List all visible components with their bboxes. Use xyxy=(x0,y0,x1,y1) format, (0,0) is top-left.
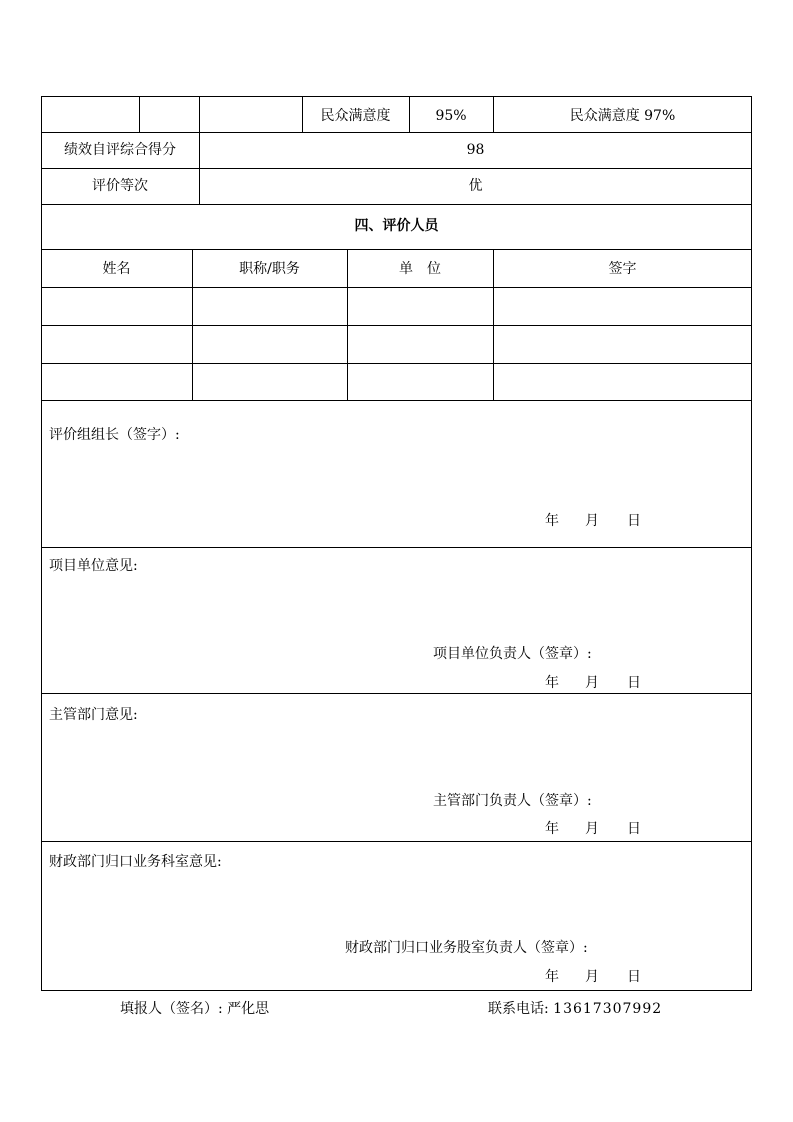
date-day: 日 xyxy=(627,513,641,529)
row-divider xyxy=(41,132,752,133)
header-title: 职称/职务 xyxy=(239,261,300,277)
date-year: 年 xyxy=(545,821,559,837)
grade-label: 评价等次 xyxy=(92,178,148,194)
row-divider xyxy=(41,249,752,250)
row-divider xyxy=(41,363,752,364)
phone-label: 联系电话: xyxy=(488,1001,549,1017)
date-year: 年 xyxy=(545,675,559,691)
date-line xyxy=(545,820,641,838)
satisfaction-actual: 民众满意度 97% xyxy=(569,108,676,124)
finance-signer-label: 财政部门归口业务股室负责人（签章）: xyxy=(345,940,588,956)
date-year: 年 xyxy=(545,513,559,529)
grade-value: 优 xyxy=(468,178,483,194)
satisfaction-target: 95% xyxy=(435,108,467,124)
header-name: 姓名 xyxy=(102,261,131,277)
date-month: 月 xyxy=(585,969,599,985)
filler-signature xyxy=(120,1000,269,1018)
row-divider xyxy=(41,841,752,842)
filler-name: 严化思 xyxy=(227,1001,270,1017)
authority-opinion-label: 主管部门意见: xyxy=(49,707,138,723)
date-day: 日 xyxy=(627,675,641,691)
filler-label: 填报人（签名）: xyxy=(120,1001,223,1017)
date-day: 日 xyxy=(627,969,641,985)
finance-opinion-label: 财政部门归口业务科室意见: xyxy=(49,854,222,870)
row-divider xyxy=(41,204,752,205)
header-signature: 签字 xyxy=(608,261,637,277)
date-line xyxy=(545,674,641,692)
row-divider xyxy=(41,325,752,326)
project-unit-signer-label: 项目单位负责人（签章）: xyxy=(433,646,592,662)
date-month: 月 xyxy=(585,513,599,529)
date-line xyxy=(545,968,641,986)
row-divider xyxy=(41,168,752,169)
phone-number: 13617307992 xyxy=(553,1001,663,1017)
score-value: 98 xyxy=(466,142,485,158)
authority-signer-label: 主管部门负责人（签章）: xyxy=(433,793,592,809)
date-day: 日 xyxy=(627,821,641,837)
header-unit: 单 位 xyxy=(399,261,441,277)
leader-signature-label: 评价组组长（签字）: xyxy=(49,427,180,443)
row-divider xyxy=(41,287,752,288)
satisfaction-label: 民众满意度 xyxy=(320,108,391,124)
date-month: 月 xyxy=(585,821,599,837)
date-line xyxy=(545,512,641,530)
date-month: 月 xyxy=(585,675,599,691)
row-divider xyxy=(41,400,752,401)
section-title: 四、评价人员 xyxy=(354,218,439,234)
score-label: 绩效自评综合得分 xyxy=(64,142,176,158)
contact-phone xyxy=(488,1000,662,1018)
row-divider xyxy=(41,693,752,694)
project-unit-opinion-label: 项目单位意见: xyxy=(49,558,138,574)
row-divider xyxy=(41,547,752,548)
date-year: 年 xyxy=(545,969,559,985)
column-divider xyxy=(139,96,140,132)
